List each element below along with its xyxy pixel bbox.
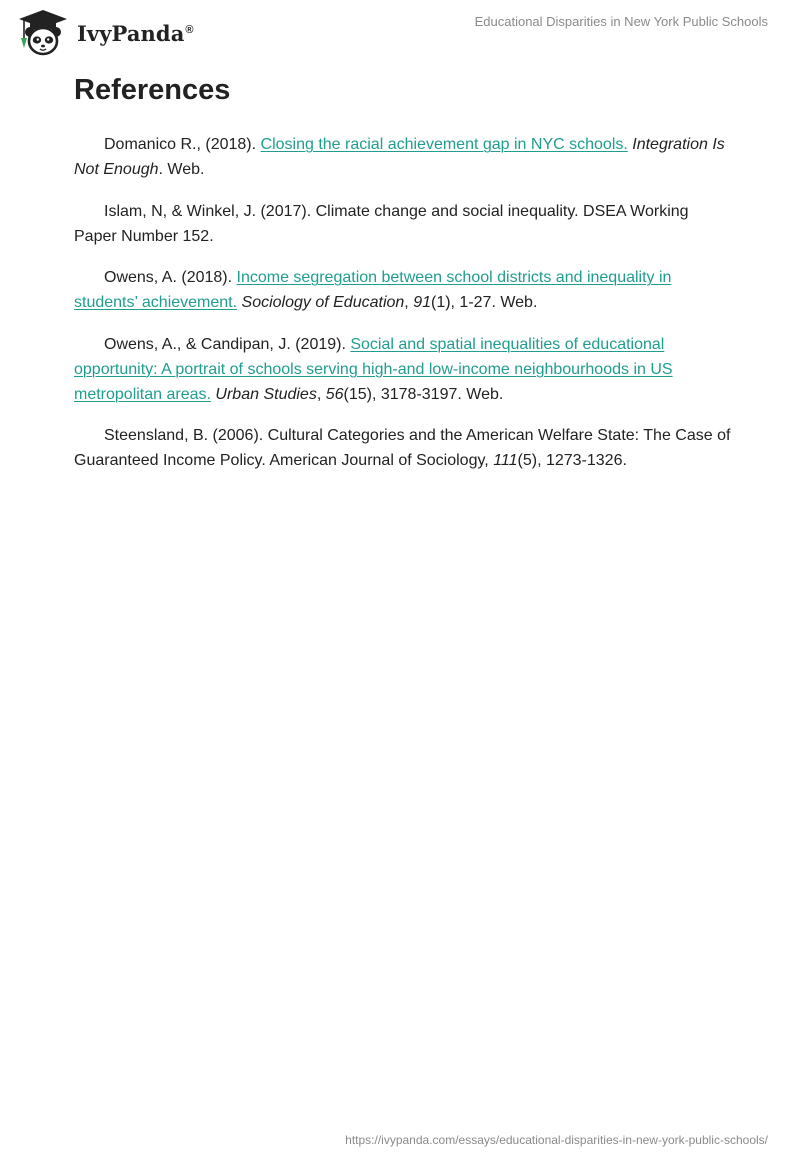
reference-list xyxy=(74,132,734,490)
reference-item: Domanico R., (2018). Closing the racial achievement gap in NYC schools. Integration Is Not Enough. Web. xyxy=(74,136,725,178)
source-url: https://ivypanda.com/essays/educational-disparities-in-new-york-public-schools/ xyxy=(345,1133,768,1147)
reference-link[interactable]: Social and spatial inequalities of educational opportunity: A portrait of schools serving high-and low-income neighbourhoods in US metropolitan areas. xyxy=(74,335,673,403)
reference-item: Islam, N, & Winkel, J. (2017). Climate change and social inequality. DSEA Working Paper Number 152. xyxy=(74,202,689,245)
reference-item: Steensland, B. (2006). Cultural Categories and the American Welfare State: The Case of Guaranteed Income Policy. American Journal of Sociology, 111(5), 1273-1326. xyxy=(74,427,731,469)
page-title: References xyxy=(74,74,231,106)
panda-graduate-icon xyxy=(15,8,71,58)
reference-link[interactable]: Closing the racial achievement gap in NYC schools. xyxy=(260,136,628,153)
reference-link[interactable]: Income segregation between school districts and inequality in students’ achievement. xyxy=(74,269,672,311)
logo-wordmark: IvyPanda® xyxy=(77,20,194,46)
document-title: Educational Disparities in New York Public Schools xyxy=(474,14,768,29)
reference-item: Owens, A. (2018). Income segregation between school districts and inequality in students’ achievement. Sociology of Education, 91(1), 1-27. Web. xyxy=(74,269,672,311)
reference-item: Owens, A., & Candipan, J. (2019). Social and spatial inequalities of educational opportunity: A portrait of schools serving high-and low-income neighbourhoods in US metropolitan areas. Urban Studies, 56(15), 3178-3197. Web. xyxy=(74,335,673,403)
ivypanda-logo[interactable] xyxy=(15,8,194,58)
